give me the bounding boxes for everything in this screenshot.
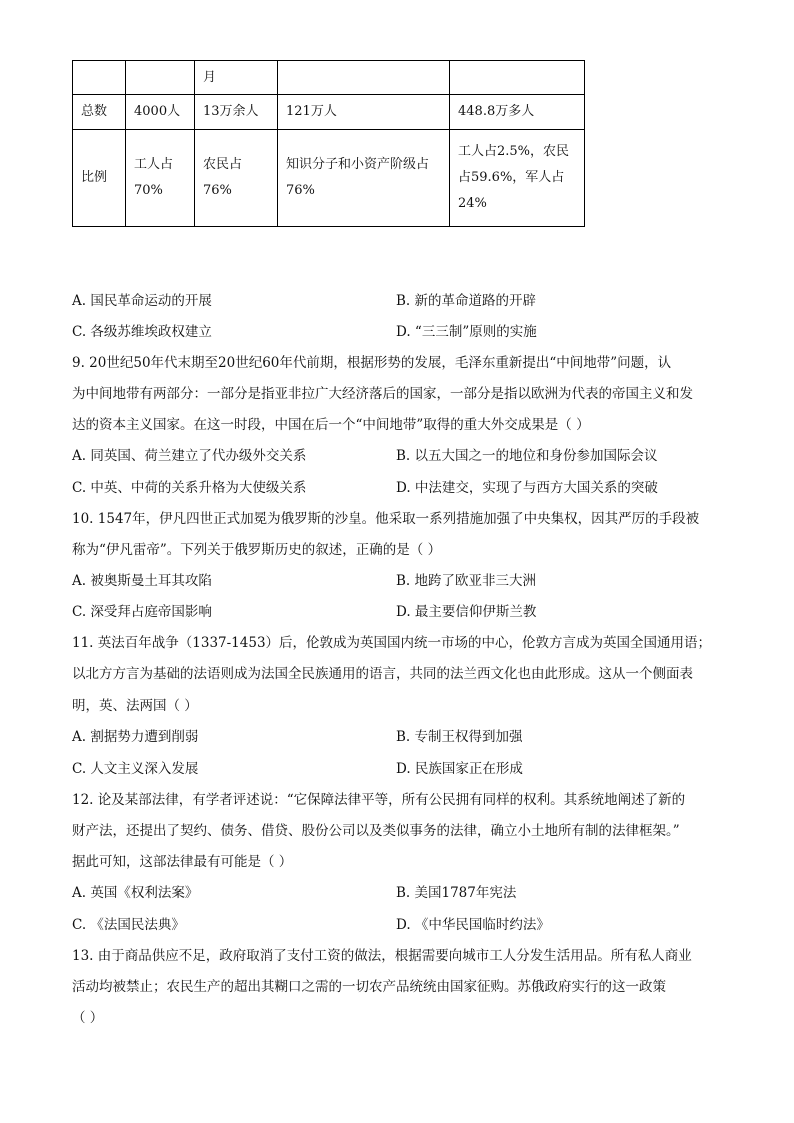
table-cell <box>73 61 126 95</box>
option-c[interactable]: C. 中英、中荷的关系升格为大使级关系 <box>72 480 307 496</box>
table-cell <box>126 130 195 227</box>
table-cell: 月 <box>195 61 278 95</box>
cell-line: 24% <box>458 196 487 211</box>
option-a[interactable]: A. 英国《权利法案》 <box>72 885 199 901</box>
table-cell: 121万人 <box>278 95 450 130</box>
option-a[interactable]: A. 被奥斯曼土耳其攻陷 <box>72 573 212 589</box>
question-10-line: 称为“伊凡雷帝”。下列关于俄罗斯历史的叙述，正确的是（ ） <box>72 542 442 558</box>
option-b[interactable]: B. 美国1787年宪法 <box>396 885 517 901</box>
option-d[interactable]: D. 最主要信仰伊斯兰教 <box>396 604 537 620</box>
table-row <box>73 130 585 227</box>
cell-line: 工人占2.5%，农民 <box>458 144 570 159</box>
question-11-line: 明，英、法两国（ ） <box>72 698 198 714</box>
question-13-line: 13. 由于商品供应不足，政府取消了支付工资的做法，根据需要向城市工人分发生活用品。所有私人商业 <box>72 948 692 964</box>
cell-line: 70% <box>134 183 163 198</box>
cell-line: 76% <box>286 183 315 198</box>
question-9-line: 9. 20世纪50年代末期至20世纪60年代前期，根据形势的发展，毛泽东重新提出“中间地带”问题，认 <box>72 355 672 371</box>
option-d[interactable]: D. 民族国家正在形成 <box>396 761 523 777</box>
option-c[interactable]: C. 《法国民法典》 <box>72 917 185 933</box>
option-b[interactable]: B. 以五大国之一的地位和身份参加国际会议 <box>396 448 658 464</box>
table-cell <box>278 61 450 95</box>
table-row <box>73 61 585 95</box>
option-c[interactable]: C. 人文主义深入发展 <box>72 761 199 777</box>
table-cell <box>126 61 195 95</box>
question-12-line: 据此可知，这部法律最有可能是（ ） <box>72 854 293 870</box>
table-cell: 448.8万多人 <box>450 95 585 130</box>
option-b[interactable]: B. 专制王权得到加强 <box>396 729 523 745</box>
cell-line: 占59.6%，军人占 <box>458 170 565 185</box>
option-b[interactable]: B. 新的革命道路的开辟 <box>396 293 537 309</box>
table-cell <box>278 130 450 227</box>
question-9-line: 达的资本主义国家。在这一时段，中国在后一个“中间地带”取得的重大外交成果是（ ） <box>72 417 590 433</box>
option-a[interactable]: A. 割据势力遭到削弱 <box>72 729 199 745</box>
option-d[interactable]: D. “三三制”原则的实施 <box>396 324 537 340</box>
option-d[interactable]: D. 《中华民国临时约法》 <box>396 917 550 933</box>
table-cell: 13万余人 <box>195 95 278 130</box>
table-cell: 农民占76% <box>195 130 278 227</box>
question-13-line: 活动均被禁止；农民生产的超出其糊口之需的一切农产品统统由国家征购。苏俄政府实行的这一政策 <box>72 979 666 995</box>
question-12-line: 12. 论及某部法律，有学者评述说：“它保障法律平等，所有公民拥有同样的权利。其系统地阐述了新的 <box>72 792 686 808</box>
question-9-line: 为中间地带有两部分：一部分是指亚非拉广大经济落后的国家，一部分是指以欧洲为代表的帝国主义和发 <box>72 386 693 402</box>
table-cell: 总数 <box>73 95 126 130</box>
party-composition-table <box>72 60 585 227</box>
table-cell: 4000人 <box>126 95 195 130</box>
question-12-line: 财产法，还提出了契约、债务、借贷、股份公司以及类似事务的法律，确立小土地所有制的法律框架。” <box>72 823 680 839</box>
table-cell: 比例 <box>73 130 126 227</box>
question-13-line: （ ） <box>72 1010 104 1026</box>
table-row <box>73 95 585 130</box>
cell-line: 工人占 <box>134 157 174 172</box>
question-11-line: 11. 英法百年战争（1337-1453）后，伦敦成为英国国内统一市场的中心，伦敦方言成为英国全国通用语； <box>72 635 712 651</box>
question-11-line: 以北方方言为基础的法语则成为法国全民族通用的语言，共同的法兰西文化也由此形成。这从一个侧面表 <box>72 666 693 682</box>
table-cell <box>450 130 585 227</box>
table-cell <box>450 61 585 95</box>
question-10-line: 10. 1547年，伊凡四世正式加冕为俄罗斯的沙皇。他采取一系列措施加强了中央集权，因其严厉的手段被 <box>72 511 700 527</box>
option-c[interactable]: C. 深受拜占庭帝国影响 <box>72 604 212 620</box>
option-a[interactable]: A. 国民革命运动的开展 <box>72 293 212 309</box>
option-a[interactable]: A. 同英国、荷兰建立了代办级外交关系 <box>72 448 307 464</box>
option-d[interactable]: D. 中法建交，实现了与西方大国关系的突破 <box>396 480 658 496</box>
option-c[interactable]: C. 各级苏维埃政权建立 <box>72 324 212 340</box>
option-b[interactable]: B. 地跨了欧亚非三大洲 <box>396 573 537 589</box>
cell-line: 知识分子和小资产阶级占 <box>286 157 430 172</box>
